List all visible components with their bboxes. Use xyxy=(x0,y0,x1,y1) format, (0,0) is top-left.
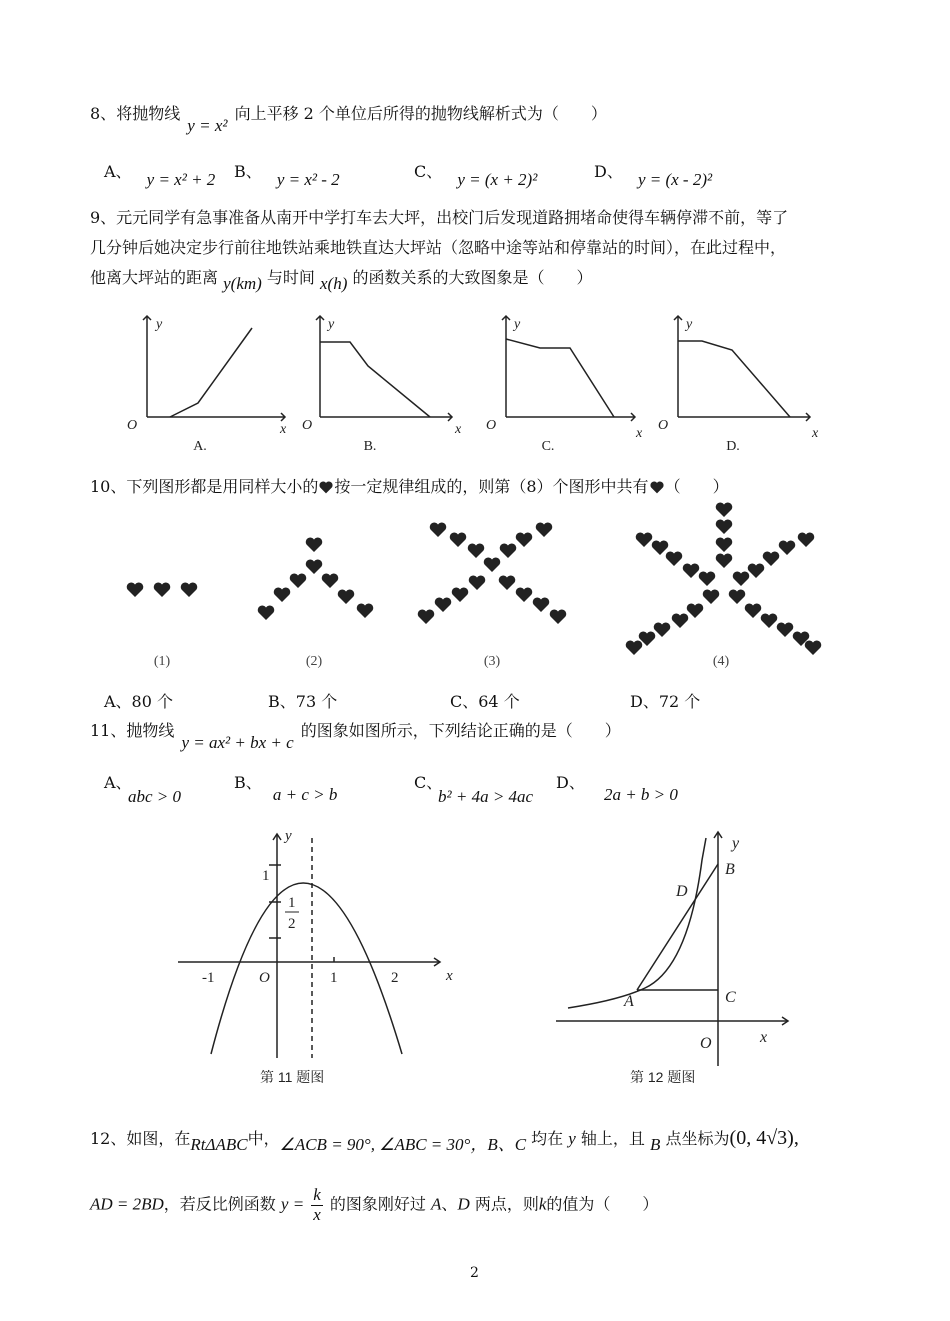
q10-figure-2-label: (2) xyxy=(305,654,323,669)
heart-icon xyxy=(779,540,796,555)
q10-stem: 10、下列图形都是用同样大小的 按一定规律组成的，则第（8）个图形中共有 （ ） xyxy=(90,477,729,496)
q8-option-d-formula: y = (x - 2)² xyxy=(637,170,713,189)
heart-icon xyxy=(716,553,733,568)
q12-y-label: y xyxy=(732,835,740,852)
heart-icon xyxy=(322,573,339,588)
q8-option-b-formula: y = x² - 2 xyxy=(276,170,340,189)
q11-caption: 第 11 题图 xyxy=(260,1069,325,1085)
heart-icon xyxy=(516,587,533,602)
heart-icon xyxy=(763,551,780,566)
q12-hyperbola xyxy=(568,838,706,1008)
q9-graph-b xyxy=(316,316,452,421)
q9-d-origin: O xyxy=(658,418,669,433)
q10-option-d: D、72 个 xyxy=(630,692,701,711)
q10-option-c: C、64 个 xyxy=(450,692,520,711)
heart-icon xyxy=(468,543,485,558)
heart-icon xyxy=(748,563,765,578)
q12-point-b: B xyxy=(725,861,735,878)
heart-icon xyxy=(536,522,553,537)
q12-origin: O xyxy=(700,1035,712,1052)
q10-option-a: A、80 个 xyxy=(104,692,174,711)
q12-line-1: 12、如图，在RtΔABC中，∠ACB = 90°, ∠ABC = 30°，B、C 均在 y 轴上，且 B 点坐标为(0, 4√3), xyxy=(90,1127,799,1154)
q8-post: 向上平移 2 个单位后所得的抛物线解析式为（ ） xyxy=(234,104,607,123)
heart-icon xyxy=(729,589,746,604)
heart-icon xyxy=(430,522,447,537)
heart-icon xyxy=(154,582,171,597)
heart-icon xyxy=(703,589,720,604)
q12-point-d: D xyxy=(676,883,688,900)
q9-c-x: x xyxy=(636,426,643,441)
q11-origin: O xyxy=(259,970,270,986)
heart-icon xyxy=(626,640,643,655)
q9-line-3: 他离大坪站的距离 y(km) 与时间 x(h) 的函数关系的大致图象是（ ） xyxy=(90,268,593,293)
q12-point-c: C xyxy=(725,989,736,1006)
heart-icon xyxy=(306,537,323,552)
q11-stem: 11、抛物线 y = ax² + bx + c 的图象如图所示，下列结论正确的是（ ） xyxy=(90,721,621,752)
heart-icon xyxy=(745,603,762,618)
heart-icon xyxy=(550,609,567,624)
q8-option-b: B、 y = x² - 2 xyxy=(234,162,340,189)
q11-y-label: y xyxy=(285,828,292,844)
q12-coordinate: (0, 4√3), xyxy=(729,1127,799,1149)
q11-y-tick-1: 1 xyxy=(262,868,270,884)
q8-stem xyxy=(90,104,607,135)
heart-icon xyxy=(127,582,144,597)
q9-graph-d xyxy=(674,316,810,421)
q9-graph-c-curve xyxy=(506,339,614,417)
q12-angles: ∠ACB = 90°, ∠ABC = 30° xyxy=(279,1135,471,1154)
q12-point-a: A xyxy=(624,993,634,1010)
q9-line-1: 9、元元同学有急事准备从南开中学打车去大坪，出校门后发现道路拥堵命使得车辆停滞不前，等了 xyxy=(90,208,789,227)
q9-a-label: A. xyxy=(193,439,207,454)
q9-graphs xyxy=(0,300,950,465)
q9-c-origin: O xyxy=(486,418,497,433)
q9-d-y: y xyxy=(686,317,693,332)
heart-icon xyxy=(338,589,355,604)
q11-parabola xyxy=(211,883,402,1054)
q9-a-x: x xyxy=(280,422,287,437)
heart-icon xyxy=(666,551,683,566)
heart-icon xyxy=(181,582,198,597)
q9-x-variable: x(h) xyxy=(320,274,348,293)
q11-option-b: B、 a + c > b xyxy=(234,773,338,804)
heart-icon xyxy=(761,613,778,628)
q9-graph-a-curve xyxy=(170,328,252,417)
q12-fraction: $\frac{k}{x}$ xyxy=(313,1185,321,1224)
q10-heart-figures xyxy=(0,495,950,685)
q11-tick-2: 2 xyxy=(391,970,399,986)
q11-figure xyxy=(0,820,475,1100)
q9-graph-a xyxy=(143,316,285,421)
q9-b-y: y xyxy=(328,317,335,332)
q8-option-d: D、 y = (x - 2)² xyxy=(594,162,713,189)
q11-tick-neg1: -1 xyxy=(202,970,215,986)
q9-a-y: y xyxy=(156,317,163,332)
q11-half-num: 1 xyxy=(288,895,296,911)
q8-number: 8、 xyxy=(90,104,117,123)
q8-option-a: A、 y = x² + 2 xyxy=(104,162,216,189)
q9-a-origin: O xyxy=(127,418,138,433)
q9-b-origin: O xyxy=(302,418,313,433)
heart-icon xyxy=(716,519,733,534)
q10-option-b: B、73 个 xyxy=(268,692,338,711)
q10-figure-4-label: (4) xyxy=(712,654,730,669)
heart-icon xyxy=(500,543,517,558)
heart-icon xyxy=(652,540,669,555)
heart-icon xyxy=(533,597,550,612)
heart-icon xyxy=(258,605,275,620)
heart-icon xyxy=(306,559,323,574)
q12-x-label: x xyxy=(760,1029,768,1046)
q12-points-bc: ，B、C xyxy=(470,1135,527,1154)
q9-graph-d-curve xyxy=(678,341,790,417)
q9-b-x: x xyxy=(455,422,462,437)
q8-option-a-formula: y = x² + 2 xyxy=(146,170,216,189)
heart-icon xyxy=(290,573,307,588)
heart-icon xyxy=(484,557,501,572)
heart-icon xyxy=(716,502,733,517)
heart-icon xyxy=(450,532,467,547)
q9-graph-b-curve xyxy=(320,342,430,417)
q12-equation: AD = 2BD xyxy=(90,1194,164,1214)
q8-formula: y = x² xyxy=(187,116,228,135)
q9-y-variable: y(km) xyxy=(223,274,262,293)
q8-option-c-formula: y = (x + 2)² xyxy=(457,170,538,189)
heart-icon xyxy=(699,571,716,586)
heart-icon xyxy=(499,575,516,590)
q11-half-den: 2 xyxy=(288,916,296,932)
heart-icon xyxy=(672,613,689,628)
heart-icon xyxy=(805,640,822,655)
q11-option-a: A、 abc > 0 xyxy=(104,773,182,806)
heart-icon xyxy=(654,622,671,637)
q9-b-label: B. xyxy=(363,439,377,454)
q9-c-label: C. xyxy=(541,439,555,454)
q10-figure-1-label: (1) xyxy=(153,654,171,669)
heart-icon xyxy=(435,597,452,612)
q9-graph-c xyxy=(502,316,635,421)
heart-icon xyxy=(452,587,469,602)
heart-icon xyxy=(733,571,750,586)
q9-d-x: x xyxy=(812,426,819,441)
q11-option-c-formula: b² + 4a > 4ac xyxy=(438,787,534,806)
q11-option-a-formula: abc > 0 xyxy=(128,787,182,806)
heart-icon xyxy=(516,532,533,547)
q9-line-2: 几分钟后她决定步行前往地铁站乘地铁直达大坪站（忽略中途等站和停靠站的时间），在此过程中， xyxy=(90,238,787,257)
q9-c-y: y xyxy=(514,317,521,332)
q11-option-d: D、 2a + b > 0 xyxy=(556,773,678,804)
heart-icon xyxy=(798,532,815,547)
heart-icon xyxy=(649,480,665,494)
heart-icon xyxy=(683,563,700,578)
heart-icon xyxy=(777,622,794,637)
heart-icon xyxy=(318,480,334,494)
page-number: 2 xyxy=(470,1265,479,1281)
q9-d-label: D. xyxy=(726,439,740,454)
heart-icon xyxy=(357,603,374,618)
q11-x-label: x xyxy=(446,968,453,984)
q11-formula: y = ax² + bx + c xyxy=(181,733,294,752)
q8-option-c: C、 y = (x + 2)² xyxy=(414,162,538,189)
q11-tick-1: 1 xyxy=(330,970,338,986)
heart-icon xyxy=(687,603,704,618)
heart-icon xyxy=(636,532,653,547)
q11-option-d-formula: 2a + b > 0 xyxy=(603,785,678,804)
q12-caption: 第 12 题图 xyxy=(630,1069,696,1085)
q8-pre: 将抛物线 xyxy=(116,104,181,123)
q12-figure xyxy=(520,820,800,1100)
heart-icon xyxy=(274,587,291,602)
q12-triangle: RtΔABC xyxy=(190,1135,248,1154)
q11-option-c: C、 b² + 4a > 4ac xyxy=(414,773,534,806)
q11-option-b-formula: a + c > b xyxy=(272,785,338,804)
heart-icon xyxy=(469,575,486,590)
q10-figure-3-label: (3) xyxy=(483,654,501,669)
heart-icon xyxy=(418,609,435,624)
heart-icon xyxy=(716,537,733,552)
q12-line-2: AD = 2BD，若反比例函数 y = $\frac{k}{x}$ 的图象刚好过 A、D 两点，则k的值为（ ） xyxy=(90,1185,659,1224)
